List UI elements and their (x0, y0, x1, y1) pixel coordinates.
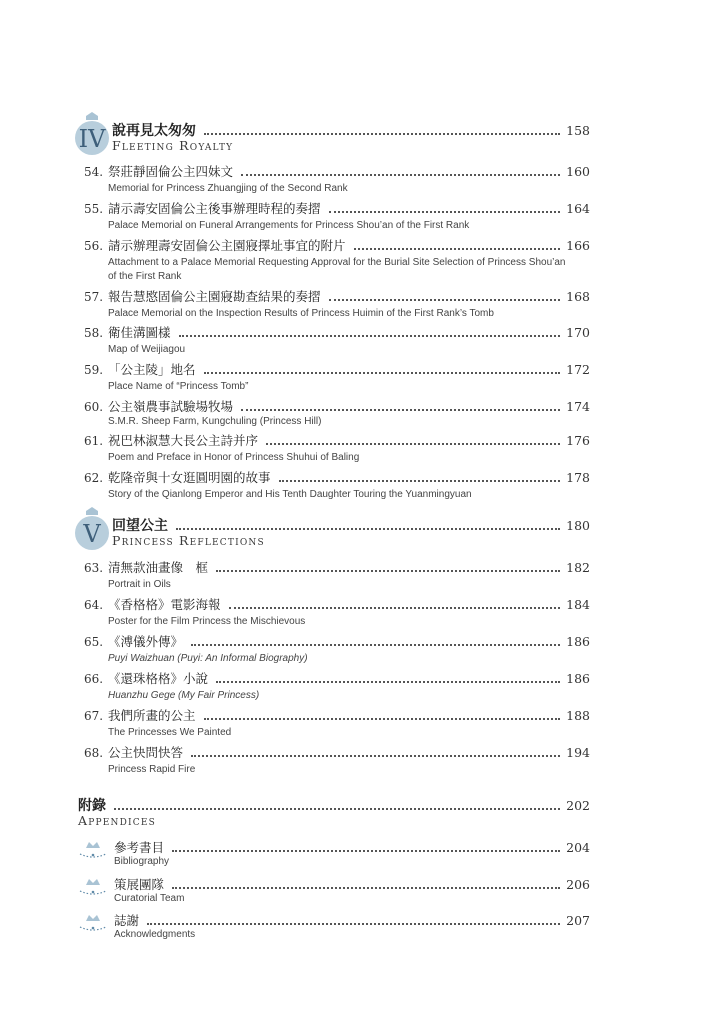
entry-title-zh: 《還珠格格》小說 (108, 671, 209, 686)
leader-dots (147, 923, 560, 925)
toc-entry-59[interactable] (84, 360, 590, 394)
entry-title-en: Portrait in Oils (108, 579, 171, 590)
appendix-title-en: Curatorial Team (114, 893, 185, 904)
appendix-title-zh: 策展團隊 (114, 877, 165, 892)
leader-dots (204, 718, 561, 720)
section-iv-numeral: IV (78, 125, 106, 153)
toc-entry-64[interactable] (84, 595, 590, 629)
entry-number: 61. (84, 434, 104, 448)
entry-number: 60. (84, 400, 104, 414)
entry-number: 56. (84, 239, 104, 253)
entry-page: 174 (566, 399, 590, 414)
entry-number: 63. (84, 561, 104, 575)
entry-page: 166 (566, 238, 590, 253)
leader-dots (354, 248, 561, 250)
toc-entry-55[interactable] (84, 199, 590, 233)
entry-number: 68. (84, 746, 104, 760)
leader-dots (204, 372, 561, 374)
entry-page: 168 (566, 289, 590, 304)
leader-dots (329, 299, 561, 301)
entry-title-zh: 清無款油畫像 框 (108, 560, 209, 575)
entry-title-en: The Princesses We Painted (108, 727, 232, 738)
entry-title-en: Poster for the Film Princess the Mischievous (108, 616, 306, 627)
section-v-title-en: Princess Reflections (112, 533, 265, 548)
entry-number: 55. (84, 202, 104, 216)
section-iv-title-zh: 說再見太匆匆 (112, 123, 196, 139)
entry-number: 62. (84, 471, 104, 485)
toc-entry-63[interactable] (84, 558, 590, 592)
entry-page: 184 (566, 597, 590, 612)
entry-page: 186 (566, 634, 590, 649)
entry-title-en: Princess Rapid Fire (108, 764, 196, 775)
leader-dots (216, 681, 560, 683)
toc-entry-67[interactable] (84, 706, 590, 740)
appendix-title-en: Acknowledgments (114, 929, 196, 940)
toc-entry-65[interactable] (84, 632, 590, 666)
entry-title-en: Story of the Qianlong Emperor and His Tenth Daughter Touring the Yuanmingyuan (108, 489, 472, 500)
leader-dots (114, 808, 560, 810)
entry-page: 182 (566, 560, 590, 575)
section-iv-page: 158 (566, 123, 590, 138)
entry-page: 172 (566, 362, 590, 377)
toc-entry-56[interactable] (84, 236, 590, 284)
leader-dots (266, 443, 560, 445)
entry-title-zh: 報告慧愍固倫公主園寢勘查結果的奏摺 (108, 289, 321, 304)
entry-title-zh: 公主快問快答 (108, 745, 184, 760)
entry-title-zh: 祝巴林淑慧大長公主詩并序 (108, 433, 259, 448)
entry-title-zh: 乾隆帝與十女逛圓明園的故事 (108, 470, 271, 485)
entry-page: 160 (566, 164, 590, 179)
entry-title-en: Palace Memorial on the Inspection Results of Princess Huimin of the First Rank’s Tomb (108, 308, 494, 319)
entry-page: 188 (566, 708, 590, 723)
appendix-title-row[interactable] (78, 795, 590, 815)
appendix-title-en: Appendices (78, 813, 156, 828)
leader-dots (241, 174, 560, 176)
crown-ornament-icon (78, 875, 108, 901)
section-iv-badge-icon (70, 110, 114, 162)
entry-title-en: Place Name of “Princess Tomb” (108, 381, 249, 392)
entry-page: 178 (566, 470, 590, 485)
entry-number: 54. (84, 165, 104, 179)
appendix-title-en: Bibliography (114, 856, 170, 867)
appendix-entry-page: 206 (566, 877, 590, 892)
entry-title-en: Poem and Preface in Honor of Princess Shuhui of Baling (108, 452, 360, 463)
entry-number: 64. (84, 598, 104, 612)
leader-dots (172, 850, 560, 852)
leader-dots (216, 570, 560, 572)
entry-page: 186 (566, 671, 590, 686)
appendix-title-zh: 參考書目 (114, 840, 165, 855)
toc-entry-62[interactable] (84, 468, 590, 502)
section-v-title-zh: 回望公主 (112, 518, 168, 534)
leader-dots (191, 755, 560, 757)
leader-dots (279, 480, 561, 482)
entry-title-zh: 請示壽安固倫公主後事辦理時程的奏摺 (108, 201, 321, 216)
entry-title-en: Huanzhu Gege (My Fair Princess) (108, 690, 260, 701)
appendix-entry-page: 207 (566, 913, 590, 928)
entry-title-en: Puyi Waizhuan (Puyi: An Informal Biography) (108, 653, 308, 664)
entry-page: 164 (566, 201, 590, 216)
leader-dots (229, 607, 561, 609)
toc-entry-58[interactable] (84, 323, 590, 357)
entry-title-en: Map of Weijiagou (108, 344, 186, 355)
crown-ornament-icon (78, 838, 108, 864)
entry-page: 194 (566, 745, 590, 760)
appendix-title-zh: 附錄 (78, 798, 106, 814)
entry-title-zh: 我們所畫的公主 (108, 708, 196, 723)
leader-dots (191, 644, 560, 646)
entry-title-zh: 衛佳溝圖樣 (108, 325, 171, 340)
leader-dots (179, 335, 561, 337)
appendix-entry-page: 204 (566, 840, 590, 855)
entry-title-en: Palace Memorial on Funeral Arrangements for Princess Shou’an of the First Rank (108, 220, 470, 231)
leader-dots (172, 887, 560, 889)
leader-dots (329, 211, 561, 213)
entry-number: 65. (84, 635, 104, 649)
entry-number: 59. (84, 363, 104, 377)
toc-entry-68[interactable] (84, 743, 590, 777)
entry-title-en: S.M.R. Sheep Farm, Kungchuling (Princess Hill) (108, 416, 322, 427)
toc-entry-66[interactable] (84, 669, 590, 703)
entry-title-zh: 《香格格》電影海報 (108, 597, 221, 612)
toc-entry-57[interactable] (84, 287, 590, 321)
section-iv-title-row[interactable] (112, 120, 590, 140)
entry-title-zh: 《溥儀外傳》 (108, 634, 184, 649)
appendix-title-zh: 誌謝 (114, 913, 140, 928)
section-v-numeral: V (83, 520, 101, 548)
section-v-badge-icon (70, 505, 114, 557)
entry-number: 67. (84, 709, 104, 723)
appendix-page: 202 (566, 798, 590, 813)
leader-dots (241, 409, 560, 411)
entry-title-en: Memorial for Princess Zhuangjing of the Second Rank (108, 183, 348, 194)
toc-entry-60[interactable] (84, 397, 590, 429)
toc-entry-54[interactable] (84, 162, 590, 196)
entry-number: 57. (84, 290, 104, 304)
entry-title-zh: 公主嶺農事試驗場牧場 (108, 399, 234, 414)
entry-title-zh: 請示辦理壽安固倫公主園寢擇址事宜的附片 (108, 238, 346, 253)
entry-title-zh: 祭莊靜固倫公主四妹文 (108, 164, 234, 179)
toc-entry-61[interactable] (84, 431, 590, 465)
section-iv-title-en: Fleeting Royalty (112, 138, 234, 153)
entry-page: 176 (566, 433, 590, 448)
entry-number: 66. (84, 672, 104, 686)
entry-number: 58. (84, 326, 104, 340)
entry-title-zh: 「公主陵」地名 (108, 362, 196, 377)
section-v-title-row[interactable] (112, 515, 590, 535)
leader-dots (204, 133, 560, 135)
crown-ornament-icon (78, 911, 108, 937)
leader-dots (176, 528, 560, 530)
entry-page: 170 (566, 325, 590, 340)
entry-title-en: Attachment to a Palace Memorial Requesting Approval for the Burial Site Selection of Princess Shou’an of the First Rank (108, 257, 566, 282)
section-v-page: 180 (566, 518, 590, 533)
